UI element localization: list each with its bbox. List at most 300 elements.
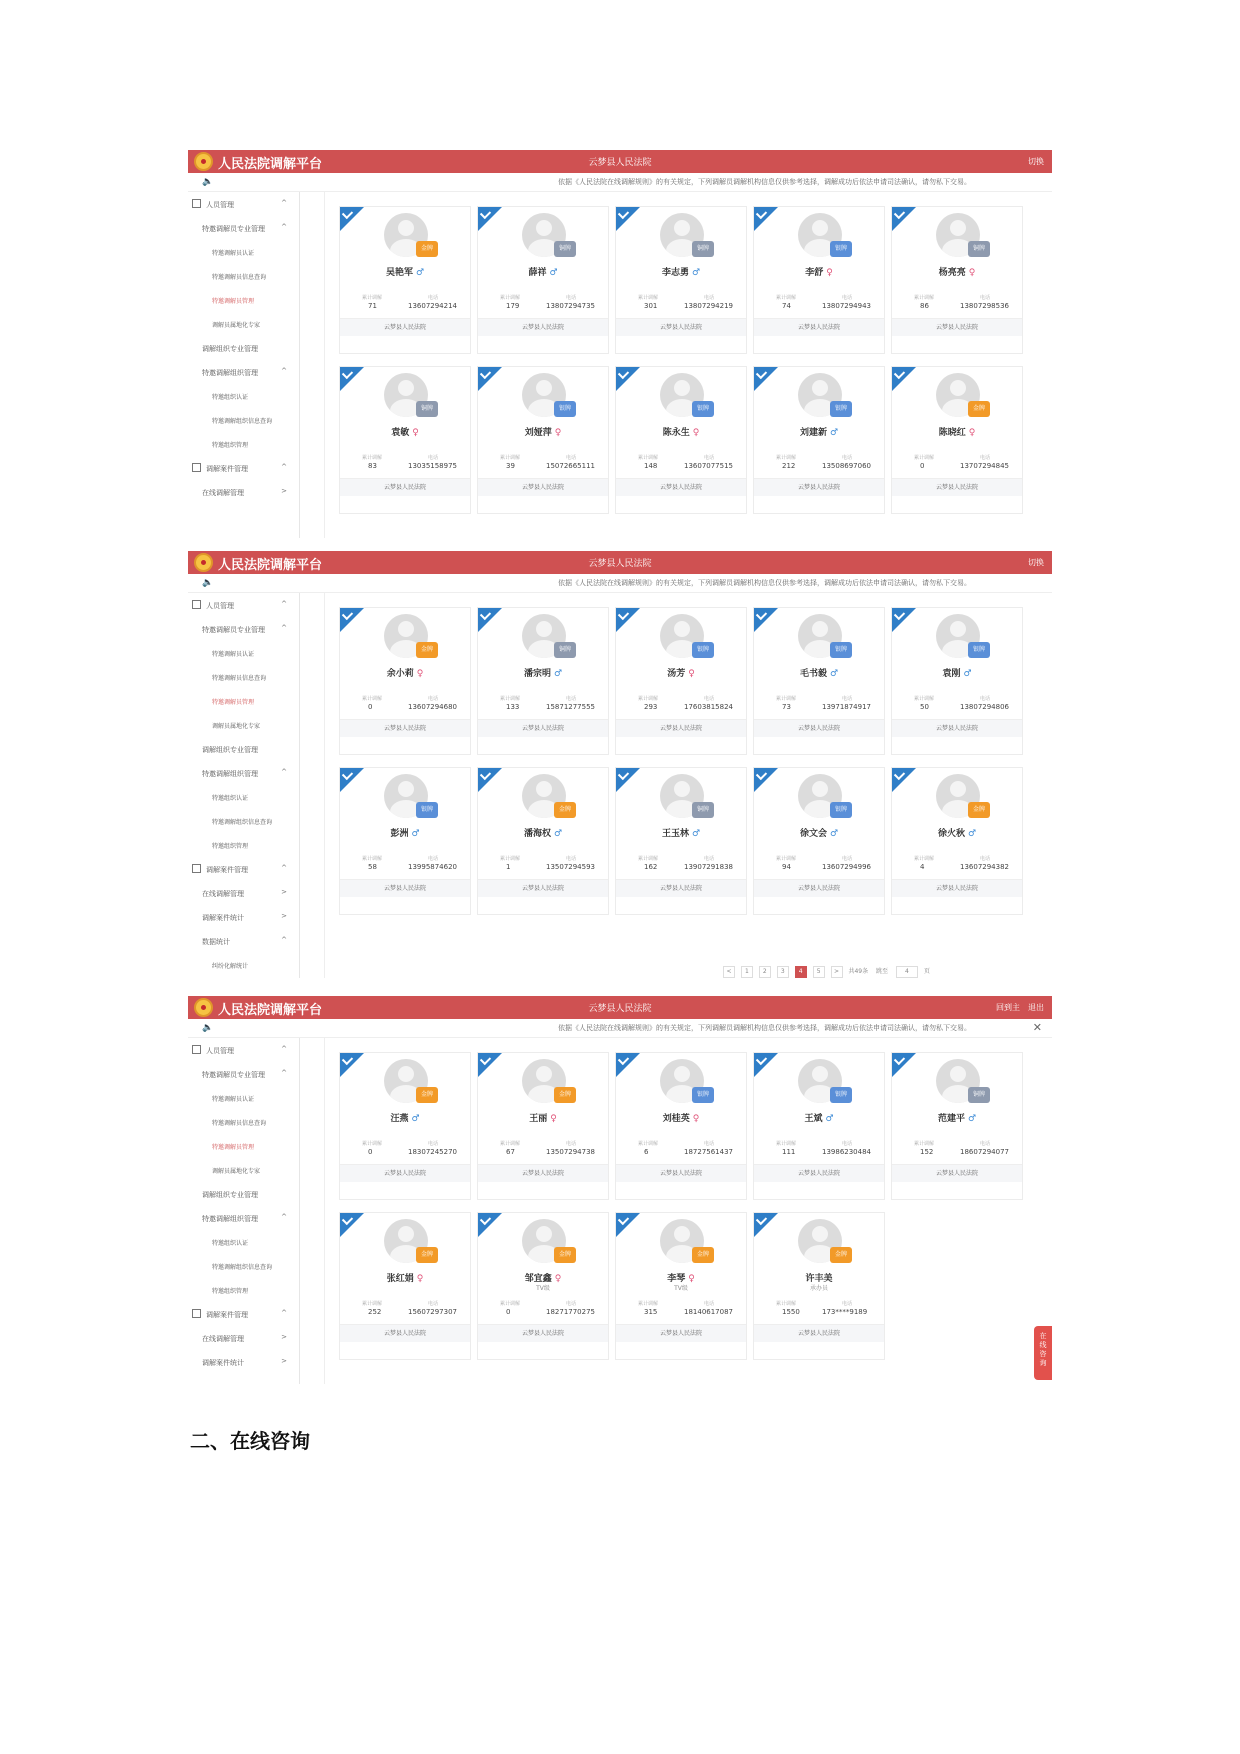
phone-value: 13807298536	[960, 302, 1009, 310]
court-affiliation: 云梦县人民法院	[754, 318, 884, 336]
mediator-card[interactable]	[339, 1212, 471, 1360]
mediator-name-text: 吴艳军	[385, 268, 413, 278]
mediator-card[interactable]	[339, 1052, 471, 1200]
phone-label: 电话	[704, 1301, 715, 1307]
mediator-card[interactable]	[615, 1052, 747, 1200]
sidebar-item[interactable]	[188, 665, 299, 689]
phone-value: 13986230484	[822, 1148, 871, 1156]
avatar-head	[398, 1066, 414, 1082]
level-badge: 金牌	[554, 802, 576, 818]
mediator-name-text: 袁刚	[942, 669, 961, 679]
prev-page-button[interactable]: <	[723, 966, 735, 978]
cases-label: 累计调解	[362, 295, 383, 301]
sidebar-item[interactable]	[188, 1158, 299, 1182]
speaker-icon: 🔈	[202, 177, 214, 187]
mediator-name	[754, 1111, 884, 1124]
phone-value: 13807294735	[546, 302, 595, 310]
mediator-card[interactable]	[615, 767, 747, 915]
phone-value: 173****9189	[822, 1308, 868, 1316]
mediator-name	[892, 425, 1022, 438]
mediator-name	[754, 666, 884, 679]
phone-label: 电话	[704, 295, 715, 301]
cases-value: 67	[506, 1148, 515, 1156]
sidebar-item[interactable]	[188, 1110, 299, 1134]
page-3-button[interactable]: 3	[777, 966, 789, 978]
phone-label: 电话	[704, 1141, 715, 1147]
mediator-card[interactable]	[753, 607, 885, 755]
sidebar-item-label: 在线调解管理	[202, 489, 244, 497]
notice-bar	[188, 173, 1052, 192]
sidebar-item[interactable]	[188, 192, 299, 216]
sidebar-item[interactable]	[188, 1062, 299, 1086]
sidebar-item[interactable]	[188, 833, 299, 857]
app-title: 人民法院调解平台	[218, 557, 323, 572]
sidebar-item-label: 人员管理	[206, 201, 234, 209]
certified-ribbon-icon	[340, 768, 364, 792]
sidebar-item[interactable]	[188, 881, 299, 905]
mediator-name	[340, 666, 470, 679]
notice-text: 依据《人民法院在线调解规则》的有关规定，下列调解员调解机构信息仅供参考选择，调解成功后依法申请司法确认，请勿私下交易。	[558, 579, 971, 587]
phone-value: 18140617087	[684, 1308, 733, 1316]
app-title: 人民法院调解平台	[218, 156, 323, 171]
mediator-name-text: 王斌	[804, 1114, 823, 1124]
certified-ribbon-icon	[616, 1053, 640, 1077]
sidebar-item[interactable]	[188, 713, 299, 737]
mediator-card[interactable]	[753, 1212, 885, 1360]
sidebar-item[interactable]	[188, 1206, 299, 1230]
certified-ribbon-icon	[616, 367, 640, 391]
sidebar-item[interactable]	[188, 288, 299, 312]
phone-value: 13507294738	[546, 1148, 595, 1156]
avatar-head	[536, 1226, 552, 1242]
chevron-icon: ^	[281, 768, 287, 776]
doc-icon	[192, 463, 201, 472]
avatar-head	[812, 1226, 828, 1242]
female-icon: ♀	[968, 428, 976, 438]
chevron-icon: ^	[281, 199, 287, 207]
screenshot-2	[188, 551, 1052, 978]
mediator-name	[616, 425, 746, 438]
male-icon: ♂	[411, 1114, 420, 1124]
page-5-button[interactable]: 5	[813, 966, 825, 978]
sidebar-item[interactable]	[188, 1086, 299, 1110]
level-badge: 金牌	[554, 1247, 576, 1263]
sidebar-item-label: 特邀组织管理	[212, 442, 249, 449]
level-badge: 金牌	[416, 1247, 438, 1263]
page-4-button[interactable]: 4	[795, 966, 807, 978]
court-affiliation: 云梦县人民法院	[340, 719, 470, 737]
level-badge: 铜牌	[968, 241, 990, 257]
main-content	[324, 1038, 1052, 1384]
avatar-head	[536, 1066, 552, 1082]
phone-label: 电话	[566, 696, 577, 702]
mediator-card[interactable]	[615, 206, 747, 354]
sidebar-item[interactable]	[188, 761, 299, 785]
court-affiliation: 云梦县人民法院	[340, 478, 470, 496]
sidebar-item[interactable]	[188, 953, 299, 977]
app-header	[188, 551, 1052, 574]
phone-value: 13607294996	[822, 863, 871, 871]
sidebar-item[interactable]	[188, 929, 299, 953]
court-affiliation: 云梦县人民法院	[340, 1324, 470, 1342]
cases-label: 累计调解	[500, 696, 521, 702]
mediator-card[interactable]	[753, 767, 885, 915]
cases-label: 累计调解	[500, 856, 521, 862]
cases-label: 累计调解	[776, 856, 797, 862]
sidebar-item[interactable]	[188, 641, 299, 665]
mediator-card[interactable]	[891, 206, 1023, 354]
male-icon: ♂	[549, 268, 558, 278]
mediator-card[interactable]	[477, 1212, 609, 1360]
sidebar	[188, 593, 300, 978]
notice-bar	[188, 574, 1052, 593]
female-icon: ♀	[826, 268, 833, 278]
total-count: 共49条	[848, 968, 869, 975]
mediator-card[interactable]	[615, 366, 747, 514]
cases-label: 累计调解	[638, 1141, 659, 1147]
sidebar-item[interactable]	[188, 408, 299, 432]
certified-ribbon-icon	[892, 207, 916, 231]
mediator-name	[340, 1111, 470, 1124]
sidebar-item[interactable]	[188, 593, 299, 617]
sidebar-item[interactable]	[188, 1302, 299, 1326]
male-icon: ♂	[553, 669, 563, 679]
court-affiliation: 云梦县人民法院	[892, 719, 1022, 737]
phone-value: 13607294214	[408, 302, 457, 310]
mediator-card[interactable]	[339, 366, 471, 514]
sidebar-item-label: 特邀调解组织管理	[202, 770, 258, 778]
court-affiliation: 云梦县人民法院	[892, 318, 1022, 336]
sidebar-item[interactable]	[188, 1326, 299, 1350]
cases-label: 累计调解	[914, 856, 935, 862]
sidebar-item[interactable]	[188, 1182, 299, 1206]
sidebar-item-label: 特邀调解员管理	[212, 1144, 255, 1151]
court-affiliation: 云梦县人民法院	[616, 1324, 746, 1342]
mediator-name-text: 毛书毅	[799, 669, 827, 679]
sidebar-item[interactable]	[188, 1038, 299, 1062]
mediator-name	[616, 1111, 746, 1124]
mediator-card[interactable]	[891, 1052, 1023, 1200]
certified-ribbon-icon	[478, 207, 502, 231]
sidebar-item[interactable]	[188, 432, 299, 456]
sidebar-item-label: 调解员属地化专家	[212, 1168, 261, 1175]
cases-label: 累计调解	[362, 455, 383, 461]
certified-ribbon-icon	[892, 608, 916, 632]
chevron-icon: >	[281, 1333, 287, 1341]
speaker-icon: 🔈	[202, 1023, 214, 1033]
cases-value: 212	[782, 462, 796, 470]
sidebar-item-label: 特邀调解组织管理	[202, 1215, 258, 1223]
chevron-icon: ^	[281, 600, 287, 608]
cases-label: 累计调解	[638, 696, 659, 702]
sidebar-item[interactable]	[188, 617, 299, 641]
mediator-name-text: 汪燕	[390, 1114, 409, 1124]
level-badge: 金牌	[692, 1247, 714, 1263]
mediator-card[interactable]	[477, 206, 609, 354]
phone-value: 13607077515	[684, 462, 733, 470]
cases-value: 71	[368, 302, 377, 310]
certified-ribbon-icon	[340, 1213, 364, 1237]
mediator-name	[754, 425, 884, 438]
phone-label: 电话	[428, 455, 439, 461]
male-icon: ♂	[829, 428, 839, 438]
court-affiliation: 云梦县人民法院	[616, 719, 746, 737]
sidebar-item[interactable]	[188, 1230, 299, 1254]
cases-label: 累计调解	[362, 856, 383, 862]
female-icon: ♀	[416, 1274, 424, 1284]
sidebar-item[interactable]	[188, 1350, 299, 1374]
app-title: 人民法院调解平台	[218, 1002, 323, 1017]
mediator-name	[892, 826, 1022, 839]
mediator-name	[754, 826, 884, 839]
cases-value: 86	[920, 302, 929, 310]
mediator-name-text: 徐火秋	[937, 829, 965, 839]
certified-ribbon-icon	[754, 1053, 778, 1077]
mediator-card[interactable]	[339, 767, 471, 915]
list-icon	[192, 600, 201, 609]
sidebar-item-label: 特邀调解员认证	[212, 651, 255, 658]
mediator-card[interactable]	[753, 366, 885, 514]
mediator-card[interactable]	[753, 206, 885, 354]
page-jump-input[interactable]: 4	[896, 966, 918, 978]
sidebar-item[interactable]	[188, 689, 299, 713]
cases-label: 累计调解	[638, 856, 659, 862]
header-actions	[1020, 156, 1044, 167]
mediator-name-text: 刘娅萍	[524, 428, 552, 438]
female-icon: ♀	[968, 268, 976, 278]
certified-ribbon-icon	[892, 367, 916, 391]
phone-label: 电话	[428, 1141, 439, 1147]
chevron-icon: >	[281, 888, 287, 896]
avatar-head	[674, 1066, 690, 1082]
cases-label: 累计调解	[500, 1141, 521, 1147]
sidebar-item[interactable]	[188, 456, 299, 480]
sidebar-item[interactable]	[188, 1254, 299, 1278]
switch-link[interactable]: 切换	[1028, 157, 1044, 166]
mediator-card[interactable]	[615, 607, 747, 755]
mediator-name-text: 刘建新	[799, 428, 827, 438]
sidebar-item-label: 调解案件管理	[206, 465, 248, 473]
phone-label: 电话	[566, 295, 577, 301]
level-badge: 金牌	[416, 642, 438, 658]
sidebar-item-label: 特邀调解组织信息查询	[212, 418, 273, 425]
sidebar-item-label: 特邀调解员信息查询	[212, 1120, 267, 1127]
avatar-head	[950, 1066, 966, 1082]
sidebar-item[interactable]	[188, 216, 299, 240]
cases-value: 133	[506, 703, 520, 711]
male-icon: ♂	[691, 268, 701, 278]
avatar-head	[536, 621, 552, 637]
sidebar-item-label: 调解组织专业管理	[202, 345, 258, 353]
court-affiliation: 云梦县人民法院	[892, 1164, 1022, 1182]
chevron-icon: >	[281, 912, 287, 920]
sidebar-item-label: 在线调解管理	[202, 1335, 244, 1343]
sidebar-item[interactable]	[188, 336, 299, 360]
cases-value: 74	[782, 302, 791, 310]
avatar-head	[398, 220, 414, 236]
mediator-card[interactable]	[891, 767, 1023, 915]
phone-label: 电话	[428, 295, 439, 301]
mediator-card[interactable]	[477, 1052, 609, 1200]
court-affiliation: 云梦县人民法院	[478, 478, 608, 496]
sidebar-item[interactable]	[188, 240, 299, 264]
mediator-card[interactable]	[339, 206, 471, 354]
level-badge: 铜牌	[968, 1087, 990, 1103]
sidebar-item[interactable]	[188, 1134, 299, 1158]
male-icon: ♂	[967, 829, 977, 839]
switch-link[interactable]: 切换	[1028, 558, 1044, 567]
sidebar-item[interactable]	[188, 480, 299, 504]
sidebar-item[interactable]	[188, 360, 299, 384]
cases-value: 162	[644, 863, 658, 871]
mediator-name-text: 余小莉	[386, 669, 414, 679]
level-badge: 铜牌	[692, 802, 714, 818]
avatar-head	[950, 380, 966, 396]
cases-value: 58	[368, 863, 377, 871]
cases-label: 累计调解	[638, 295, 659, 301]
list-icon	[192, 199, 201, 208]
cases-label: 累计调解	[776, 1301, 797, 1307]
sidebar-item[interactable]	[188, 809, 299, 833]
mediator-name	[478, 425, 608, 438]
mediator-name-text: 王玉林	[661, 829, 689, 839]
cases-label: 累计调解	[638, 1301, 659, 1307]
sidebar-item-label: 调解案件管理	[206, 866, 248, 874]
avatar-head	[536, 781, 552, 797]
level-badge: 金牌	[416, 241, 438, 257]
phone-label: 电话	[704, 696, 715, 702]
level-badge: 金牌	[416, 1087, 438, 1103]
phone-label: 电话	[842, 1141, 853, 1147]
home-link[interactable]: 回到主	[996, 1003, 1020, 1012]
avatar-head	[536, 380, 552, 396]
avatar-head	[398, 380, 414, 396]
sidebar-item[interactable]	[188, 312, 299, 336]
chevron-icon: ^	[281, 864, 287, 872]
sidebar-item[interactable]	[188, 905, 299, 929]
mediator-card[interactable]	[477, 366, 609, 514]
court-affiliation: 云梦县人民法院	[340, 879, 470, 897]
phone-label: 电话	[428, 696, 439, 702]
sidebar-item[interactable]	[188, 1278, 299, 1302]
cases-label: 累计调解	[776, 295, 797, 301]
cases-label: 累计调解	[776, 696, 797, 702]
cases-value: 148	[644, 462, 658, 470]
cases-value: 0	[368, 703, 373, 711]
mediator-name-text: 陈永生	[662, 428, 690, 438]
pagination	[723, 966, 936, 978]
avatar-head	[812, 1066, 828, 1082]
mediator-name-text: 王丽	[529, 1114, 548, 1124]
mediator-name-text: 刘桂英	[662, 1114, 690, 1124]
female-icon: ♀	[692, 1114, 700, 1124]
sidebar-item-label: 数据统计	[202, 938, 230, 946]
sidebar-item-label: 人员管理	[206, 1047, 234, 1055]
cases-value: 179	[506, 302, 520, 310]
certified-ribbon-icon	[616, 768, 640, 792]
mediator-card[interactable]	[339, 607, 471, 755]
sidebar-item[interactable]	[188, 264, 299, 288]
certified-ribbon-icon	[754, 608, 778, 632]
court-affiliation: 云梦县人民法院	[892, 879, 1022, 897]
cases-label: 累计调解	[638, 455, 659, 461]
court-affiliation: 云梦县人民法院	[754, 719, 884, 737]
female-icon: ♀	[412, 428, 419, 438]
phone-value: 13995874620	[408, 863, 457, 871]
cases-value: 1	[506, 863, 511, 871]
speaker-icon: 🔈	[202, 578, 214, 588]
certified-ribbon-icon	[892, 1053, 916, 1077]
page-1-button[interactable]: 1	[741, 966, 753, 978]
cases-value: 301	[644, 302, 658, 310]
cases-value: 50	[920, 703, 929, 711]
sidebar-item-label: 调解组织专业管理	[202, 746, 258, 754]
mediator-card[interactable]	[891, 607, 1023, 755]
avatar-head	[812, 380, 828, 396]
chevron-icon: >	[281, 487, 287, 495]
page-2-button[interactable]: 2	[759, 966, 771, 978]
sidebar-item[interactable]	[188, 785, 299, 809]
mediator-card[interactable]	[477, 767, 609, 915]
court-affiliation: 云梦县人民法院	[340, 1164, 470, 1182]
online-consult-button[interactable]: 在 线 咨 询	[1034, 1326, 1052, 1380]
sidebar-item[interactable]	[188, 857, 299, 881]
cases-value: 73	[782, 703, 791, 711]
court-affiliation: 云梦县人民法院	[754, 1164, 884, 1182]
close-icon[interactable]: ✕	[1032, 1021, 1042, 1034]
level-badge: 铜牌	[692, 241, 714, 257]
next-page-button[interactable]: >	[831, 966, 843, 978]
female-icon: ♀	[416, 669, 424, 679]
court-name: 云梦县人民法院	[588, 158, 652, 168]
certified-ribbon-icon	[616, 207, 640, 231]
mediator-name	[340, 826, 470, 839]
mediator-card[interactable]	[891, 366, 1023, 514]
mediator-card[interactable]	[477, 607, 609, 755]
list-icon	[192, 1045, 201, 1054]
avatar-head	[950, 781, 966, 797]
sidebar-item[interactable]	[188, 737, 299, 761]
cases-label: 累计调解	[500, 1301, 521, 1307]
court-affiliation: 云梦县人民法院	[478, 719, 608, 737]
phone-value: 13035158975	[408, 462, 457, 470]
level-badge: 铜牌	[554, 241, 576, 257]
male-icon: ♂	[967, 1114, 977, 1124]
phone-label: 电话	[980, 295, 991, 301]
phone-label: 电话	[428, 856, 439, 862]
phone-value: 13971874917	[822, 703, 871, 711]
sidebar-item[interactable]	[188, 384, 299, 408]
level-badge: 金牌	[968, 401, 990, 417]
mediator-card[interactable]	[615, 1212, 747, 1360]
phone-label: 电话	[704, 856, 715, 862]
cases-value: 111	[782, 1148, 796, 1156]
phone-value: 13907291838	[684, 863, 733, 871]
female-icon: ♀	[688, 1274, 695, 1284]
chevron-icon: ^	[281, 367, 287, 375]
certified-ribbon-icon	[478, 1213, 502, 1237]
sidebar-item-label: 特邀调解组织信息查询	[212, 819, 273, 826]
mediator-card[interactable]	[753, 1052, 885, 1200]
logout-link[interactable]: 退出	[1028, 1003, 1044, 1012]
chevron-icon: ^	[281, 1069, 287, 1077]
certified-ribbon-icon	[478, 1053, 502, 1077]
certified-ribbon-icon	[616, 608, 640, 632]
mediator-name	[478, 1111, 608, 1124]
phone-value: 18271770275	[546, 1308, 595, 1316]
sidebar-item-label: 调解案件统计	[202, 914, 244, 922]
chevron-icon: ^	[281, 1309, 287, 1317]
